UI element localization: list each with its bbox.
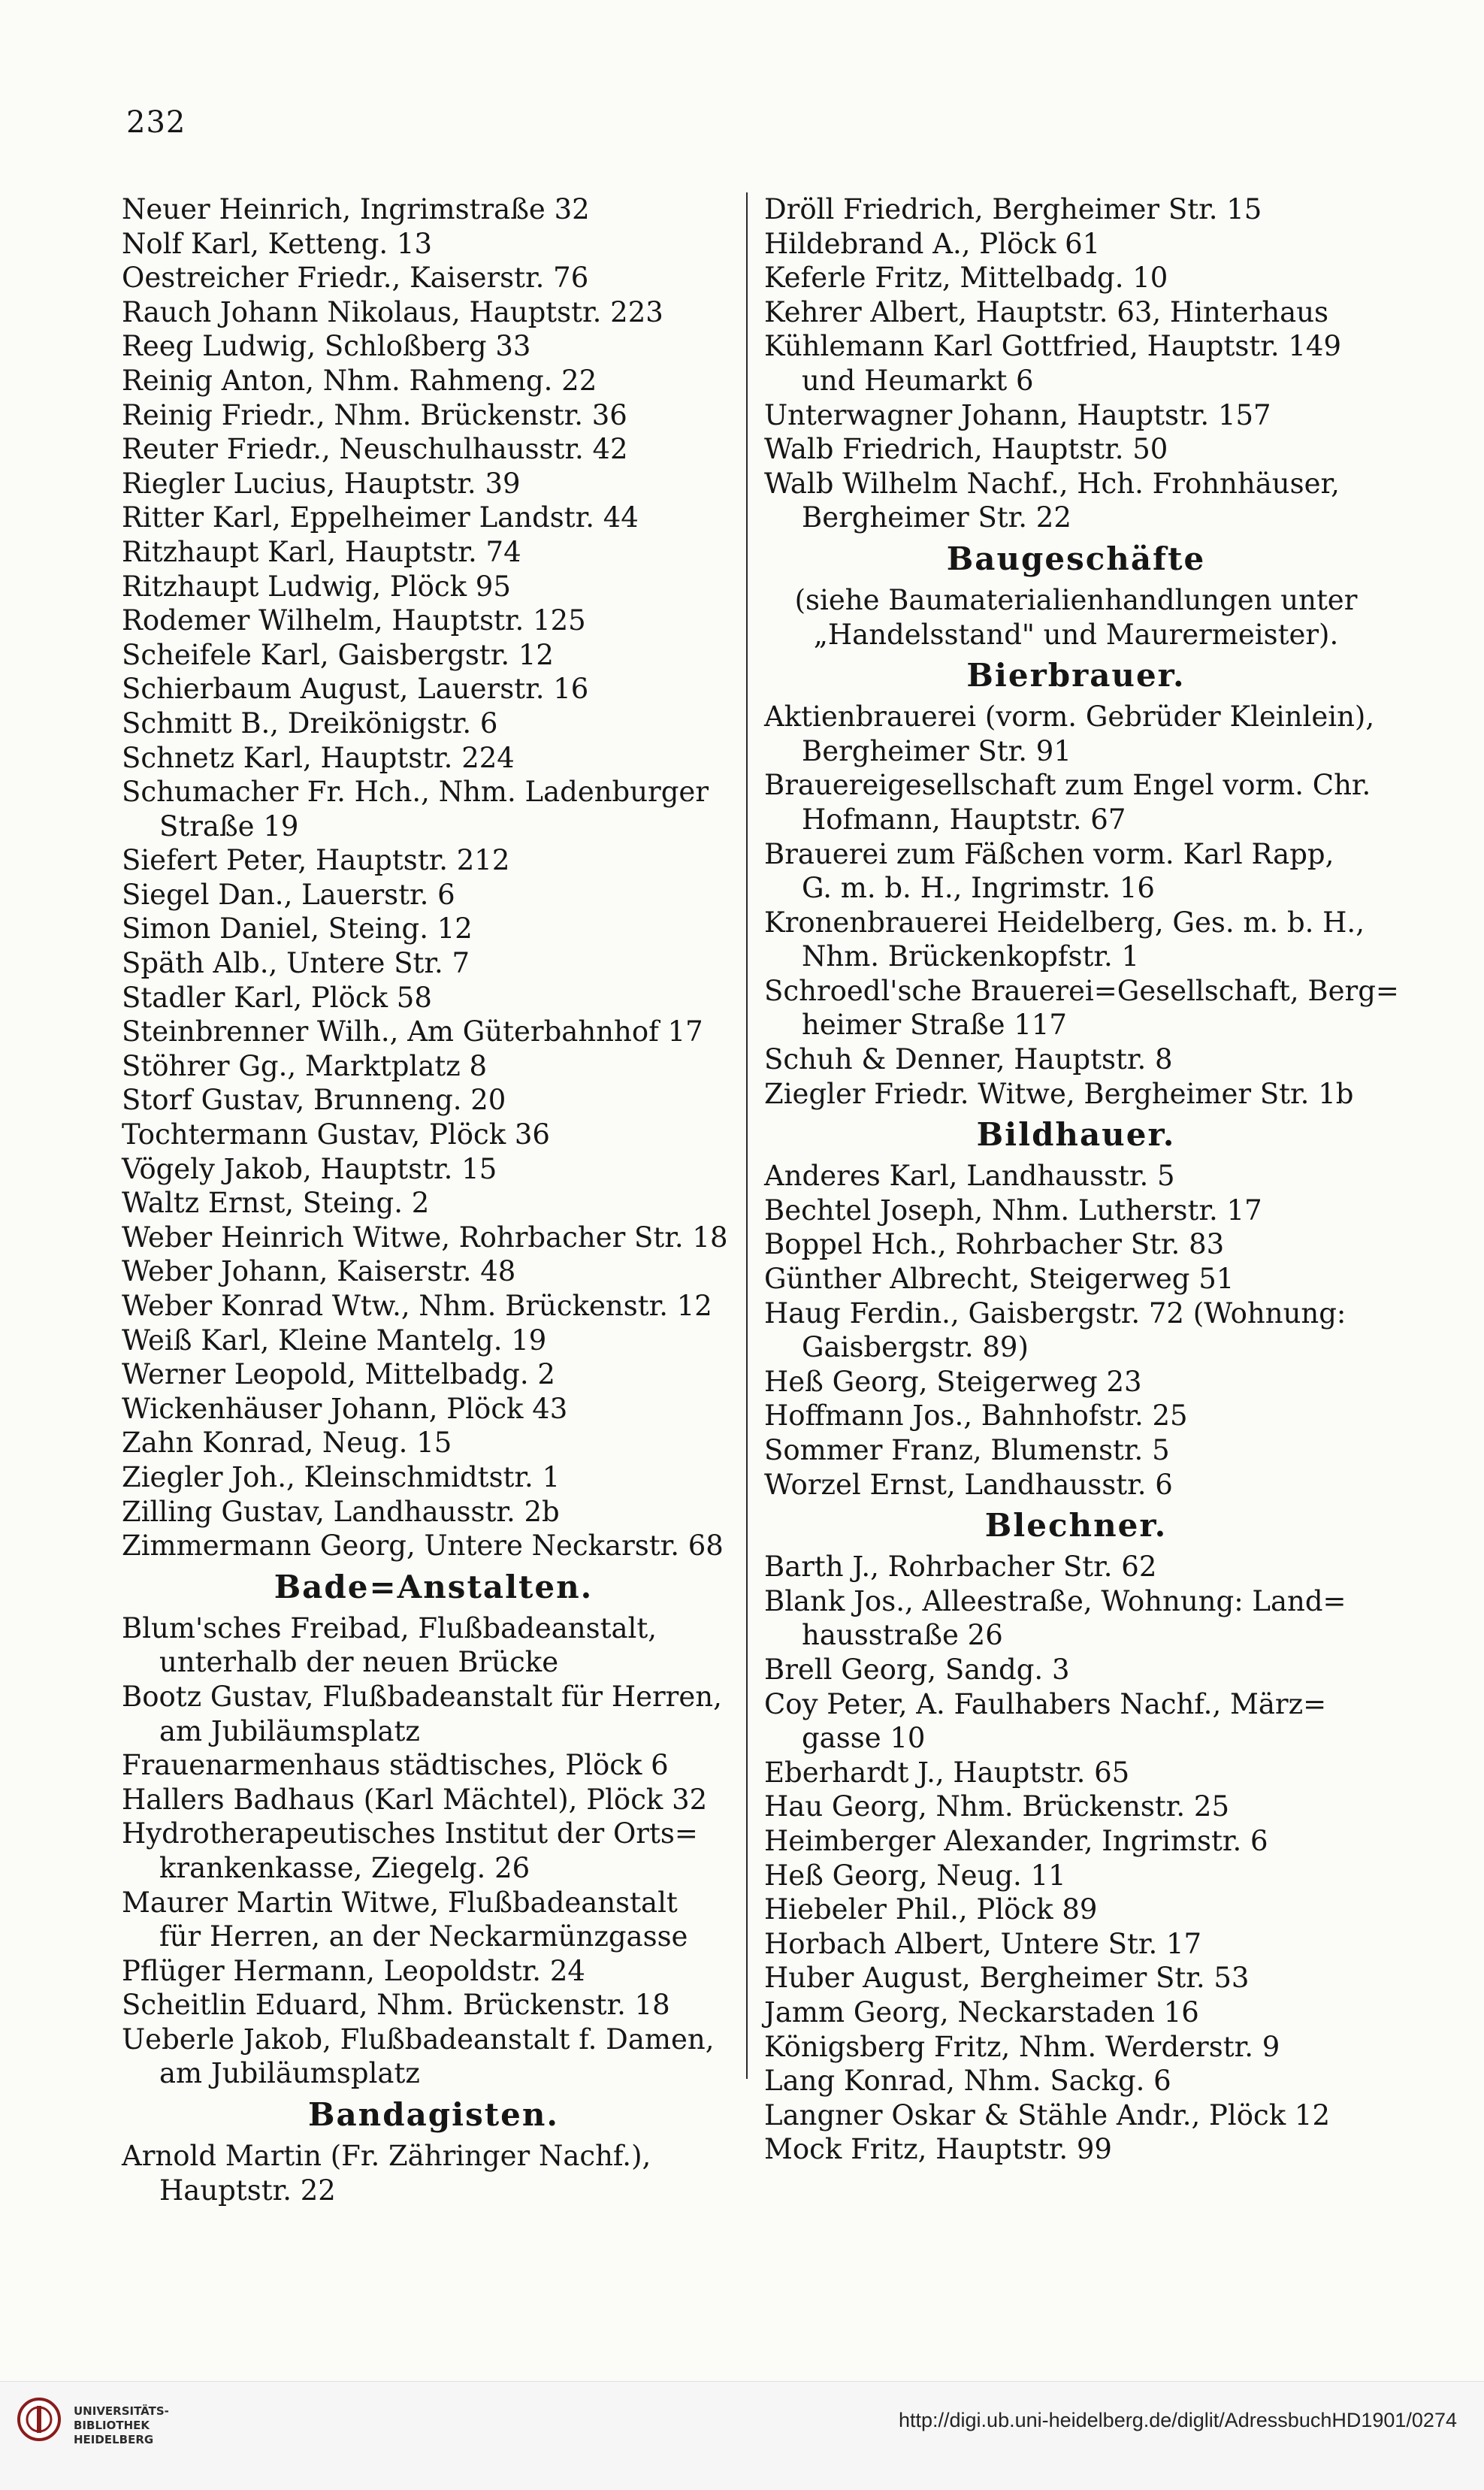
list-item: Schierbaum August, Lauerstr. 16 <box>122 673 589 706</box>
list-item: Schumacher Fr. Hch., Nhm. Ladenburger <box>122 776 709 809</box>
entries-block-residents-s-z <box>122 843 745 1563</box>
list-item: Hoffmann Jos., Bahnhofstr. 25 <box>764 1399 1188 1433</box>
list-item: Jamm Georg, Neckarstaden 16 <box>764 1995 1199 2029</box>
list-item: Tochtermann Gustav, Plöck 36 <box>122 1118 550 1151</box>
list-item: Keferle Fritz, Mittelbadg. 10 <box>764 262 1168 295</box>
list-item: Boppel Hch., Rohrbacher Str. 83 <box>764 1228 1225 1261</box>
list-item: Zilling Gustav, Landhausstr. 2b <box>122 1495 560 1528</box>
section-bandagisten <box>122 2139 745 2207</box>
list-item: Werner Leopold, Mittelbadg. 2 <box>122 1358 555 1391</box>
column-divider <box>746 192 748 2079</box>
list-item: Ueberle Jakob, Flußbadeanstalt f. Damen, <box>122 2023 715 2056</box>
list-item-continuation: heimer Straße 117 <box>802 1009 1067 1042</box>
list-item-continuation: Gaisbergstr. 89) <box>802 1331 1029 1364</box>
list-item: Walb Wilhelm Nachf., Hch. Frohnhäuser, <box>764 467 1340 500</box>
list-item: Ritzhaupt Ludwig, Plöck 95 <box>122 570 511 603</box>
list-item: Storf Gustav, Brunneng. 20 <box>122 1084 506 1117</box>
entries-block-continued <box>764 192 1388 535</box>
library-logo-text <box>74 2404 169 2447</box>
list-item: Pflüger Hermann, Leopoldstr. 24 <box>122 1954 585 1987</box>
list-item: Blum'sches Freibad, Flußbadeanstalt, <box>122 1611 657 1644</box>
list-item: Scheifele Karl, Gaisbergstr. 12 <box>122 638 554 671</box>
list-item: Aktienbrauerei (vorm. Gebrüder Kleinlein), <box>764 700 1375 734</box>
section-heading-bildhauer: Bildhauer. <box>976 1116 1176 1154</box>
section-heading-bandagisten: Bandagisten. <box>307 2096 560 2134</box>
list-item: Hallers Badhaus (Karl Mächtel), Plöck 32 <box>122 1783 708 1816</box>
list-item: Maurer Martin Witwe, Flußbadeanstalt <box>122 1886 678 1919</box>
list-item: Frauenarmenhaus städtisches, Plöck 6 <box>122 1749 669 1782</box>
list-item: Coy Peter, A. Faulhabers Nachf., März= <box>764 1687 1327 1720</box>
list-item: Blank Jos., Alleestraße, Wohnung: Land= <box>764 1584 1346 1617</box>
list-item: Brell Georg, Sandg. 3 <box>764 1653 1070 1686</box>
list-item: Anderes Karl, Landhausstr. 5 <box>764 1160 1175 1193</box>
section-blechner <box>764 1550 1388 2167</box>
section-bade-anstalten <box>122 1611 745 2091</box>
list-item-continuation: Bergheimer Str. 22 <box>802 501 1071 534</box>
list-item: Bechtel Joseph, Nhm. Lutherstr. 17 <box>764 1194 1262 1227</box>
section-bierbrauer <box>764 700 1399 1111</box>
list-item: Ritter Karl, Eppelheimer Landstr. 44 <box>122 501 639 534</box>
list-item: Ziegler Friedr. Witwe, Bergheimer Str. 1b <box>764 1077 1354 1110</box>
list-item-continuation: Nhm. Brückenkopfstr. 1 <box>802 940 1140 973</box>
list-item: Weber Konrad Wtw., Nhm. Brückenstr. 12 <box>122 1290 712 1322</box>
list-item: Mock Fritz, Hauptstr. 99 <box>764 2133 1112 2166</box>
list-item-continuation: Hofmann, Hauptstr. 67 <box>802 803 1126 836</box>
library-name-line: BIBLIOTHEK <box>74 2419 150 2432</box>
list-item: Kehrer Albert, Hauptstr. 63, Hinterhaus <box>764 295 1329 328</box>
list-item: Arnold Martin (Fr. Zähringer Nachf.), <box>122 2140 651 2173</box>
list-item-continuation: Straße 19 <box>159 809 299 843</box>
library-name-line: HEIDELBERG <box>74 2433 154 2446</box>
list-item: Schnetz Karl, Hauptstr. 224 <box>122 741 515 774</box>
list-item: Weiß Karl, Kleine Mantelg. 19 <box>122 1324 547 1357</box>
list-item: Worzel Ernst, Landhausstr. 6 <box>764 1468 1173 1501</box>
list-item-continuation: gasse 10 <box>802 1722 926 1755</box>
list-item-continuation: Bergheimer Str. 91 <box>802 734 1071 767</box>
list-item: Haug Ferdin., Gaisbergstr. 72 (Wohnung: <box>764 1296 1346 1330</box>
list-item: Hau Georg, Nhm. Brückenstr. 25 <box>764 1790 1230 1823</box>
list-item: Schuh & Denner, Hauptstr. 8 <box>764 1043 1173 1076</box>
list-item: Stadler Karl, Plöck 58 <box>122 981 432 1014</box>
list-item: Steinbrenner Wilh., Am Güterbahnhof 17 <box>122 1015 703 1048</box>
footer-bar <box>0 2381 1484 2490</box>
list-item: Waltz Ernst, Steing. 2 <box>122 1187 430 1220</box>
section-heading-blechner: Blechner. <box>984 1507 1168 1545</box>
list-item: Siefert Peter, Hauptstr. 212 <box>122 844 510 877</box>
list-item-continuation: am Jubiläumsplatz <box>159 1714 420 1747</box>
list-item: Nolf Karl, Ketteng. 13 <box>122 227 432 260</box>
list-item: Hildebrand A., Plöck 61 <box>764 227 1101 260</box>
list-item: Rodemer Wilhelm, Hauptstr. 125 <box>122 604 586 637</box>
list-item: Reinig Anton, Nhm. Rahmeng. 22 <box>122 364 597 397</box>
list-item-continuation: hausstraße 26 <box>802 1619 1003 1652</box>
list-item: Königsberg Fritz, Nhm. Werderstr. 9 <box>764 2030 1280 2063</box>
list-item: Kronenbrauerei Heidelberg, Ges. m. b. H., <box>764 906 1365 939</box>
list-item: Scheitlin Eduard, Nhm. Brückenstr. 18 <box>122 1989 670 2022</box>
library-seal-icon <box>17 2397 62 2442</box>
list-item-continuation: krankenkasse, Ziegelg. 26 <box>159 1851 530 1884</box>
list-item: Neuer Heinrich, Ingrimstraße 32 <box>122 193 590 225</box>
left-column <box>122 192 745 2207</box>
list-item: Simon Daniel, Steing. 12 <box>122 912 473 945</box>
list-item: Zahn Konrad, Neug. 15 <box>122 1427 452 1460</box>
list-item: Bootz Gustav, Flußbadeanstalt für Herren, <box>122 1680 722 1713</box>
list-item: Ziegler Joh., Kleinschmidtstr. 1 <box>122 1460 561 1493</box>
section-note: (siehe Baumaterialienhandlungen unter <box>794 583 1358 616</box>
list-item: Reeg Ludwig, Schloßberg 33 <box>122 330 531 363</box>
list-item: Reinig Friedr., Nhm. Brückenstr. 36 <box>122 398 627 431</box>
list-item: Kühlemann Karl Gottfried, Hauptstr. 149 <box>764 330 1341 363</box>
entries-block-residents-n-s <box>122 192 745 809</box>
section-bildhauer <box>764 1159 1388 1502</box>
list-item: Stöhrer Gg., Marktplatz 8 <box>122 1049 488 1082</box>
list-item: Reuter Friedr., Neuschulhausstr. 42 <box>122 433 628 466</box>
list-item: Hydrotherapeutisches Institut der Orts= <box>122 1817 698 1850</box>
list-item: Rauch Johann Nikolaus, Hauptstr. 223 <box>122 295 663 328</box>
list-item: Hiebeler Phil., Plöck 89 <box>764 1893 1098 1926</box>
list-item: Langner Oskar & Stähle Andr., Plöck 12 <box>764 2098 1330 2131</box>
section-heading-bade-anstalten: Bade=Anstalten. <box>274 1568 594 1605</box>
list-item: Barth J., Rohrbacher Str. 62 <box>764 1551 1157 1584</box>
list-item: Huber August, Bergheimer Str. 53 <box>764 1962 1250 1995</box>
list-item: Eberhardt J., Hauptstr. 65 <box>764 1756 1130 1789</box>
section-heading-baugeschaefte: Baugeschäfte <box>946 540 1206 577</box>
list-item: Riegler Lucius, Hauptstr. 39 <box>122 467 521 500</box>
list-item: Siegel Dan., Lauerstr. 6 <box>122 878 455 911</box>
list-item: Ritzhaupt Karl, Hauptstr. 74 <box>122 535 521 568</box>
list-item: Heß Georg, Neug. 11 <box>764 1859 1066 1892</box>
list-item: Günther Albrecht, Steigerweg 51 <box>764 1263 1235 1296</box>
page-number: 232 <box>126 105 186 140</box>
list-item: Weber Johann, Kaiserstr. 48 <box>122 1255 516 1288</box>
list-item: Sommer Franz, Blumenstr. 5 <box>764 1434 1170 1466</box>
list-item-continuation: für Herren, an der Neckarmünzgasse <box>159 1920 688 1953</box>
right-column <box>764 192 1399 2167</box>
list-item-continuation: unterhalb der neuen Brücke <box>159 1646 559 1679</box>
list-item: Schroedl'sche Brauerei=Gesellschaft, Berg= <box>764 974 1399 1007</box>
list-item-continuation: G. m. b. H., Ingrimstr. 16 <box>802 872 1155 905</box>
section-note: „Handelsstand" und Maurermeister). <box>813 618 1339 651</box>
list-item: Weber Heinrich Witwe, Rohrbacher Str. 18 <box>122 1221 728 1254</box>
list-item: Brauerei zum Fäßchen vorm. Karl Rapp, <box>764 837 1334 870</box>
list-item: Brauereigesellschaft zum Engel vorm. Chr. <box>764 769 1371 802</box>
library-name-line: UNIVERSITÄTS- <box>74 2404 169 2418</box>
list-item: Späth Alb., Untere Str. 7 <box>122 947 470 980</box>
list-item: Walb Friedrich, Hauptstr. 50 <box>764 433 1168 466</box>
list-item: Lang Konrad, Nhm. Sackg. 6 <box>764 2065 1171 2098</box>
list-item-continuation: am Jubiläumsplatz <box>159 2057 420 2090</box>
list-item-continuation: Hauptstr. 22 <box>159 2174 336 2207</box>
list-item: Vögely Jakob, Hauptstr. 15 <box>122 1152 497 1185</box>
list-item: Heß Georg, Steigerweg 23 <box>764 1365 1142 1398</box>
list-item: Heimberger Alexander, Ingrimstr. 6 <box>764 1824 1268 1857</box>
list-item: Oestreicher Friedr., Kaiserstr. 76 <box>122 262 589 295</box>
list-item: Schmitt B., Dreikönigstr. 6 <box>122 706 498 740</box>
list-item: Horbach Albert, Untere Str. 17 <box>764 1927 1202 1960</box>
list-item: Dröll Friedrich, Bergheimer Str. 15 <box>764 193 1262 225</box>
list-item: Wickenhäuser Johann, Plöck 43 <box>122 1392 568 1425</box>
list-item-continuation: und Heumarkt 6 <box>802 364 1034 397</box>
list-item: Unterwagner Johann, Hauptstr. 157 <box>764 398 1271 431</box>
section-heading-bierbrauer: Bierbrauer. <box>966 657 1186 694</box>
source-url-link[interactable]: http://digi.ub.uni-heidelberg.de/diglit/AdressbuchHD1901/0274 <box>898 2409 1457 2431</box>
list-item: Zimmermann Georg, Untere Neckarstr. 68 <box>122 1529 724 1563</box>
